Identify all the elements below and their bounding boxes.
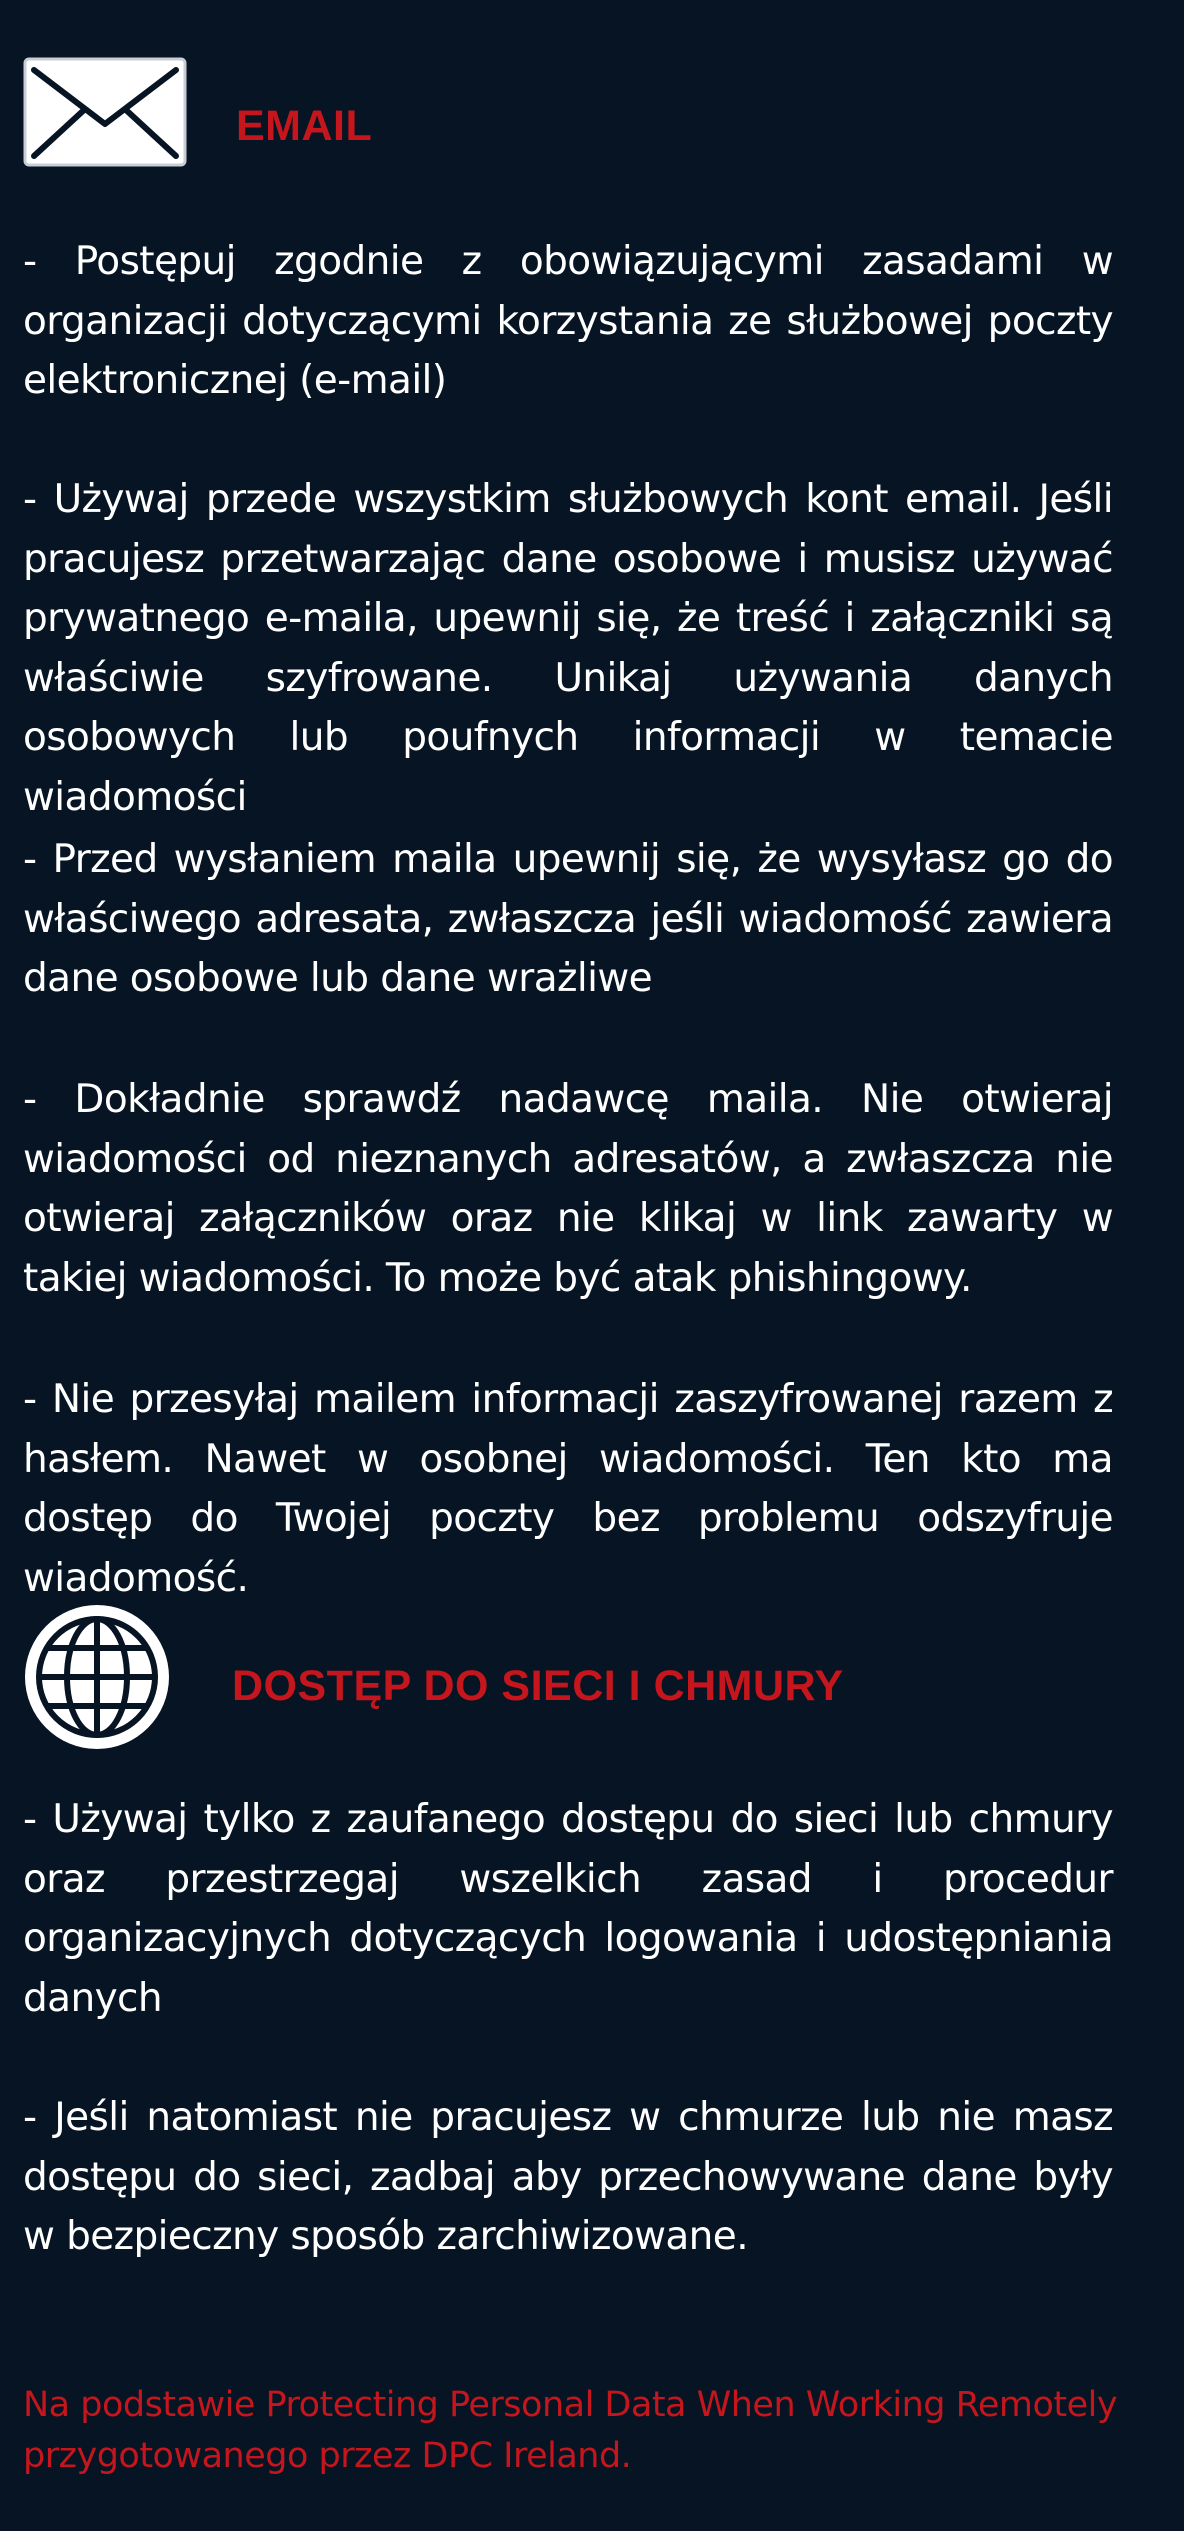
email-paragraph-3: - Przed wysłaniem maila upewnij się, że wysyłasz go do właściwego adresata, zwłaszcza jeśli wiadomość zawiera dane osobowe lub dane wrażliwe xyxy=(23,837,1113,1001)
network-section-header xyxy=(22,1602,844,1752)
network-section-title: DOSTĘP DO SIECI I CHMURY xyxy=(232,1661,844,1710)
network-paragraph-1: - Używaj tylko z zaufanego dostępu do sieci lub chmury oraz przestrzegaj wszelkich zasad i procedur organizacyjnych dotyczących logowania i udostępniania danych xyxy=(23,1797,1113,2021)
network-paragraph-2: - Jeśli natomiast nie pracujesz w chmurze lub nie masz dostępu do sieci, zadbaj aby przechowywane dane były w bezpieczny sposób zarchiwizowane. xyxy=(23,2095,1113,2259)
email-paragraph-1: - Postępuj zgodnie z obowiązującymi zasadami w organizacji dotyczącymi korzystania ze służbowej poczty elektronicznej (e-mail) xyxy=(23,239,1113,403)
email-paragraph-2: - Używaj przede wszystkim służbowych kont email. Jeśli pracujesz przetwarzając dane osobowe i musisz używać prywatnego e-maila, upewnij się, że treść i załączniki są właściwie szyfrowane. Unikaj używania danych osobowych lub poufnych informacji w temacie wiadomości xyxy=(23,477,1113,820)
globe-icon xyxy=(22,1602,172,1752)
email-paragraph-4: - Dokładnie sprawdź nadawcę maila. Nie otwieraj wiadomości od nieznanych adresatów, a zwłaszcza nie otwieraj załączników oraz nie klikaj w link zawarty w takiej wiadomości. To może być atak phishingowy. xyxy=(23,1077,1113,1301)
email-section-header xyxy=(22,56,372,168)
email-paragraph-5: - Nie przesyłaj mailem informacji zaszyfrowanej razem z hasłem. Nawet w osobnej wiadomości. Ten kto ma dostęp do Twojej poczty bez problemu odszyfruje wiadomość. xyxy=(23,1377,1113,1601)
footer-source-note: Na podstawie Protecting Personal Data When Working Remotely przygotowanego przez DPC Ireland. xyxy=(23,2385,1118,2476)
email-section-title: EMAIL xyxy=(236,101,373,150)
envelope-icon xyxy=(22,56,188,168)
